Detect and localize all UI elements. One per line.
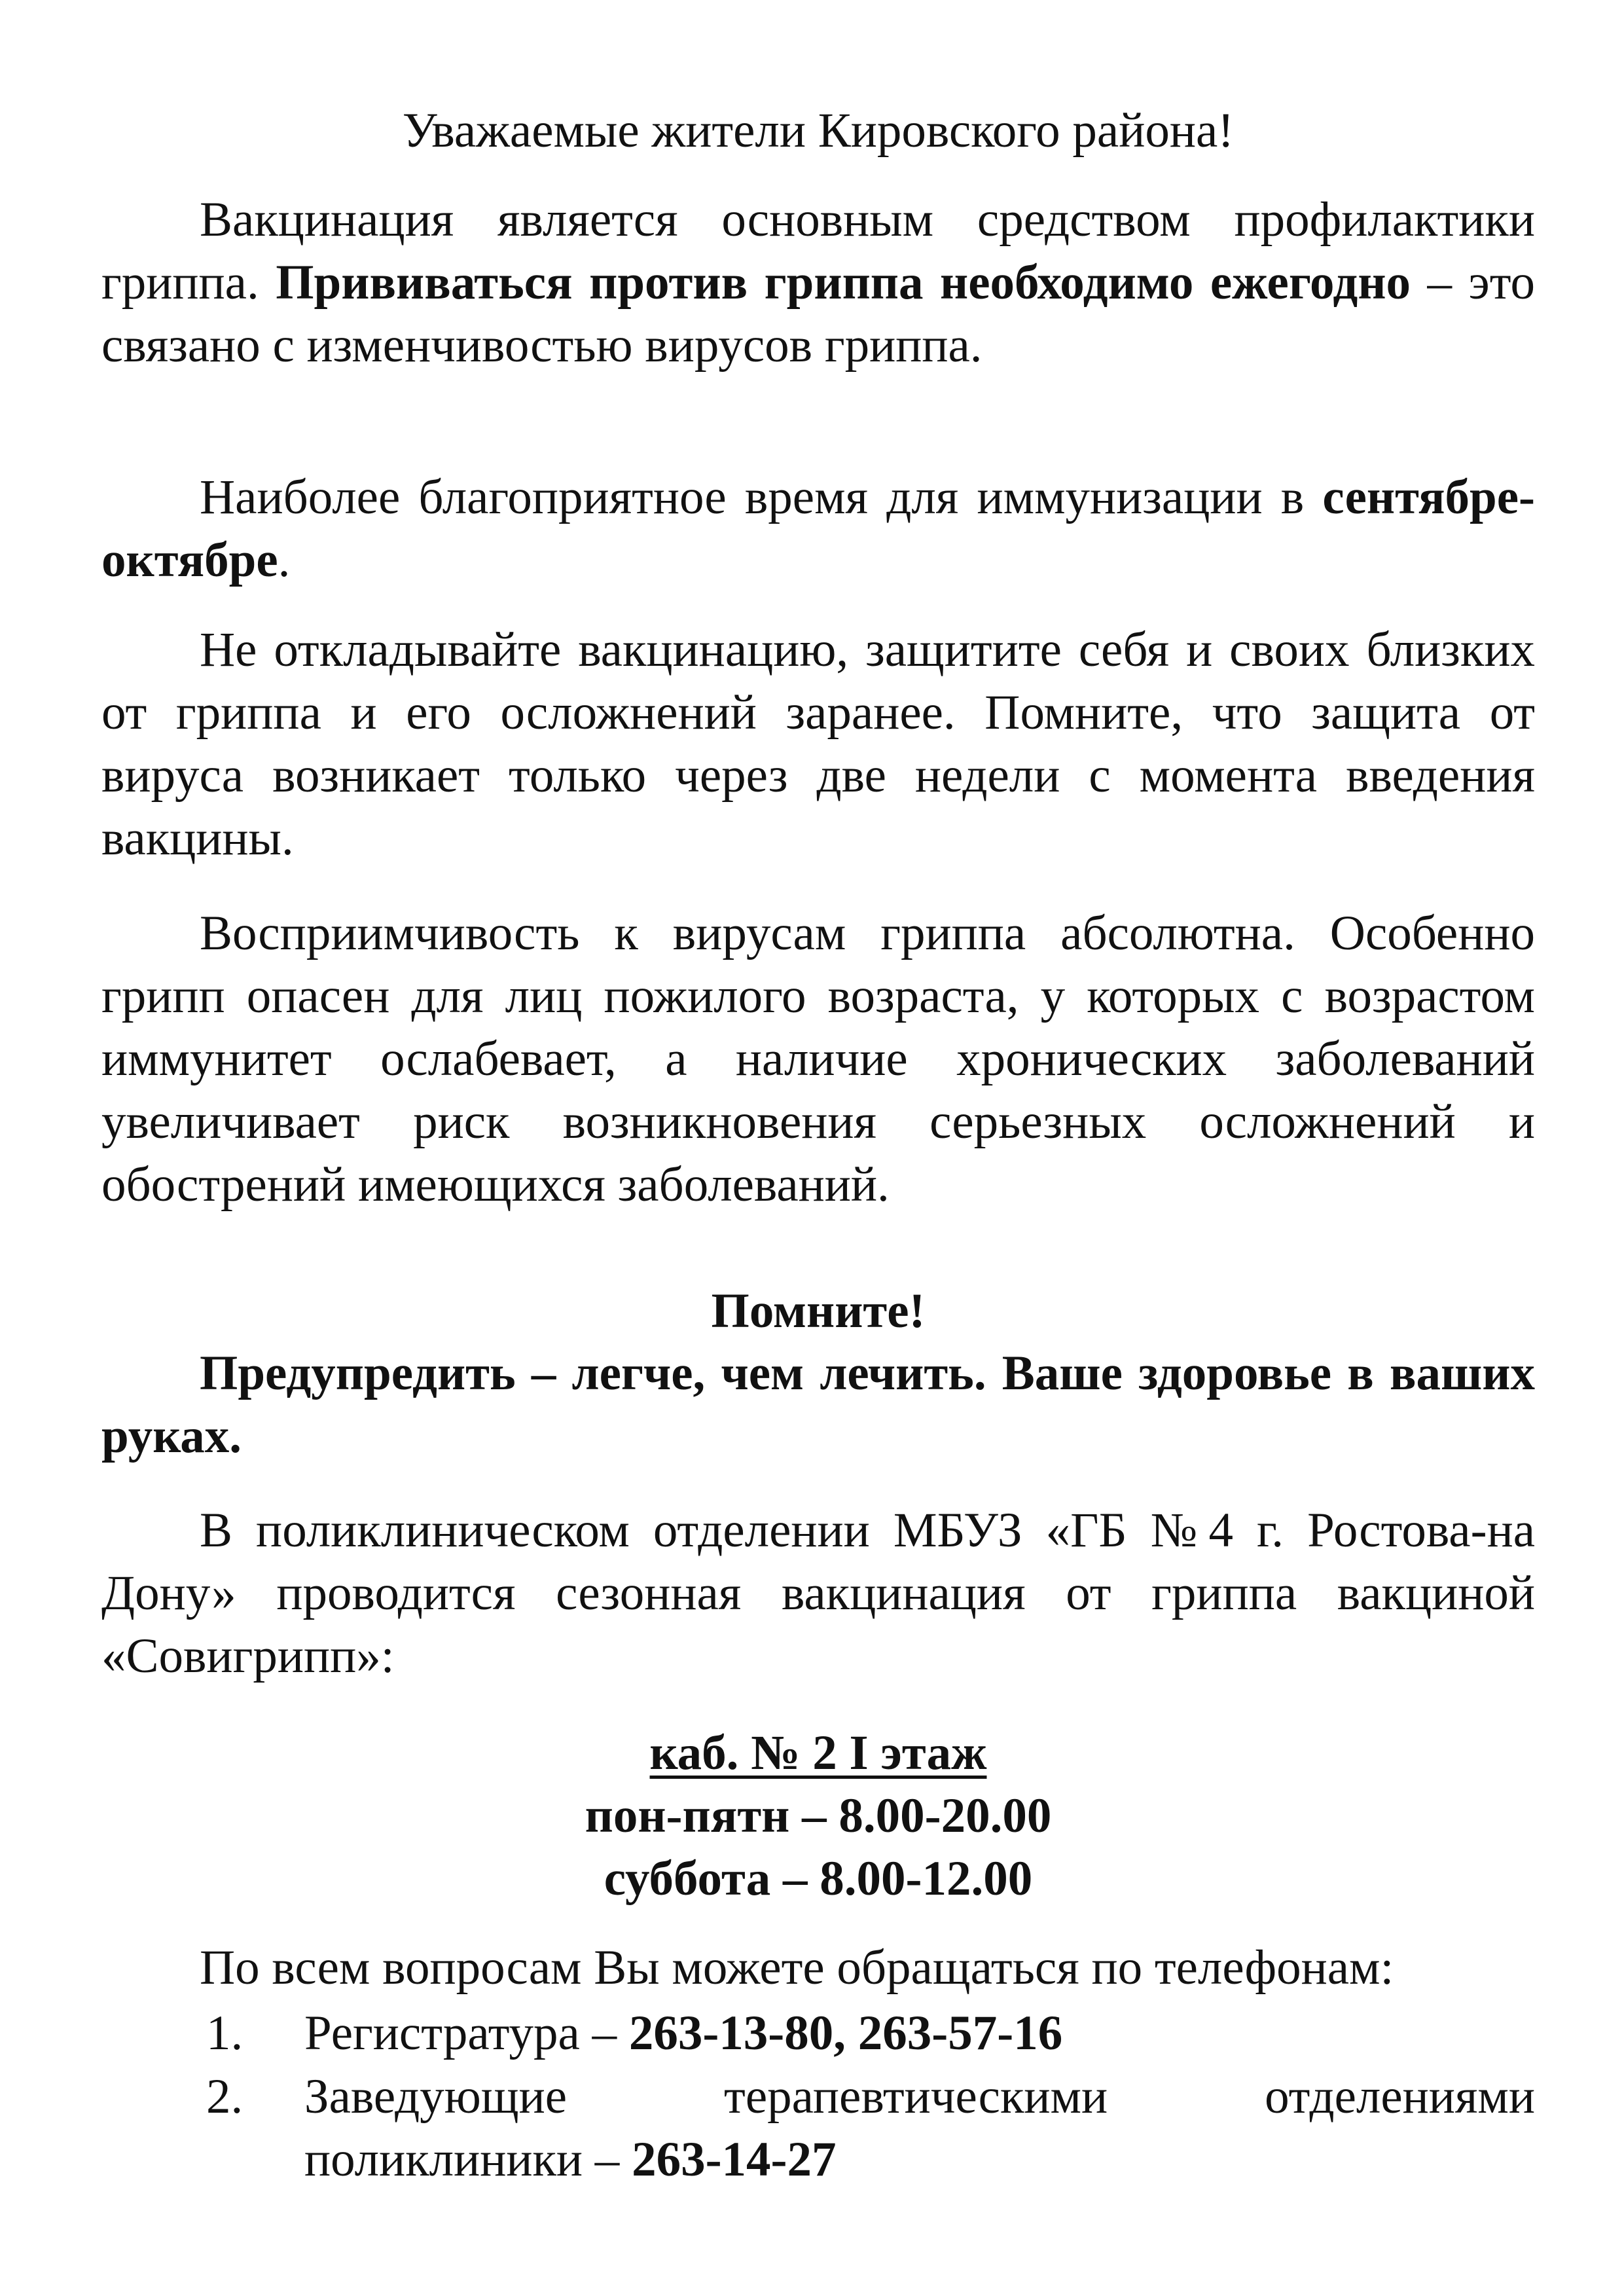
paragraph-text: . bbox=[278, 533, 291, 587]
contact-label: Заведующие терапевтическими отделениями поликлиники – bbox=[304, 2069, 1535, 2187]
schedule-room bbox=[101, 1722, 1535, 1785]
schedule-block bbox=[101, 1722, 1535, 1910]
paragraph-vaccination bbox=[101, 189, 1535, 377]
list-number: 2. bbox=[206, 2069, 244, 2124]
saturday-hours: суббота – 8.00-12.00 bbox=[604, 1851, 1033, 1906]
bold-emphasis: Прививаться против гриппа необходимо ежегодно bbox=[276, 255, 1411, 310]
contact-phone: 263-13-80, 263-57-16 bbox=[628, 2006, 1063, 2060]
remember-text: Помните! bbox=[711, 1284, 926, 1338]
contact-item bbox=[101, 2066, 1535, 2191]
paragraph-timing bbox=[101, 466, 1535, 592]
paragraph-text: Наиболее благоприятное время для иммунизации в bbox=[200, 470, 1323, 524]
bold-emphasis: сентябре-октябре bbox=[101, 470, 1535, 587]
motto bbox=[101, 1342, 1535, 1468]
paragraph-susceptibility: Восприимчивость к вирусам гриппа абсолютна. Особенно грипп опасен для лиц пожилого возраста, у которых с возрастом иммунитет ослабевает, а наличие хронических заболеваний увеличивает риск возникновения серьезных осложнений и обострений имеющихся заболеваний. bbox=[101, 906, 1535, 1212]
page-title: Уважаемые жители Кировского района! bbox=[402, 103, 1235, 158]
paragraph-clinic: В поликлиническом отделении МБУЗ «ГБ №4 г. Ростова-на Дону» проводится сезонная вакцинация от гриппа вакциной «Совигрипп»: bbox=[101, 1503, 1535, 1683]
contact-text bbox=[304, 2066, 1535, 2191]
list-number: 1. bbox=[206, 2006, 244, 2060]
paragraph-text: – это связано с изменчивостью вирусов гриппа. bbox=[101, 255, 1535, 373]
contacts-intro: По всем вопросам Вы можете обращаться по телефонам: bbox=[200, 1941, 1394, 1995]
contact-label: Регистратура – bbox=[304, 2006, 629, 2060]
schedule-saturday bbox=[101, 1848, 1535, 1910]
contact-item bbox=[101, 2002, 1535, 2065]
remember-heading bbox=[101, 1280, 1535, 1343]
paragraph-protection: Не откладывайте вакцинацию, защитите себя и своих близких от гриппа и его осложнений заранее. Помните, что защита от вируса возникает только через две недели с момента введения вакцины. bbox=[101, 623, 1535, 866]
motto-text: Предупредить – легче, чем лечить. Ваше здоровье в ваших руках. bbox=[101, 1346, 1535, 1463]
paragraph-text: Вакцинация является основным средством профилактики гриппа. bbox=[101, 192, 1535, 310]
contact-phone: 263-14-27 bbox=[632, 2132, 837, 2187]
room-label: каб. № 2 I этаж bbox=[649, 1726, 987, 1780]
schedule-weekdays bbox=[101, 1785, 1535, 1848]
weekdays-hours: пон-пятн – 8.00-20.00 bbox=[585, 1789, 1052, 1843]
contact-text bbox=[304, 2002, 1535, 2065]
